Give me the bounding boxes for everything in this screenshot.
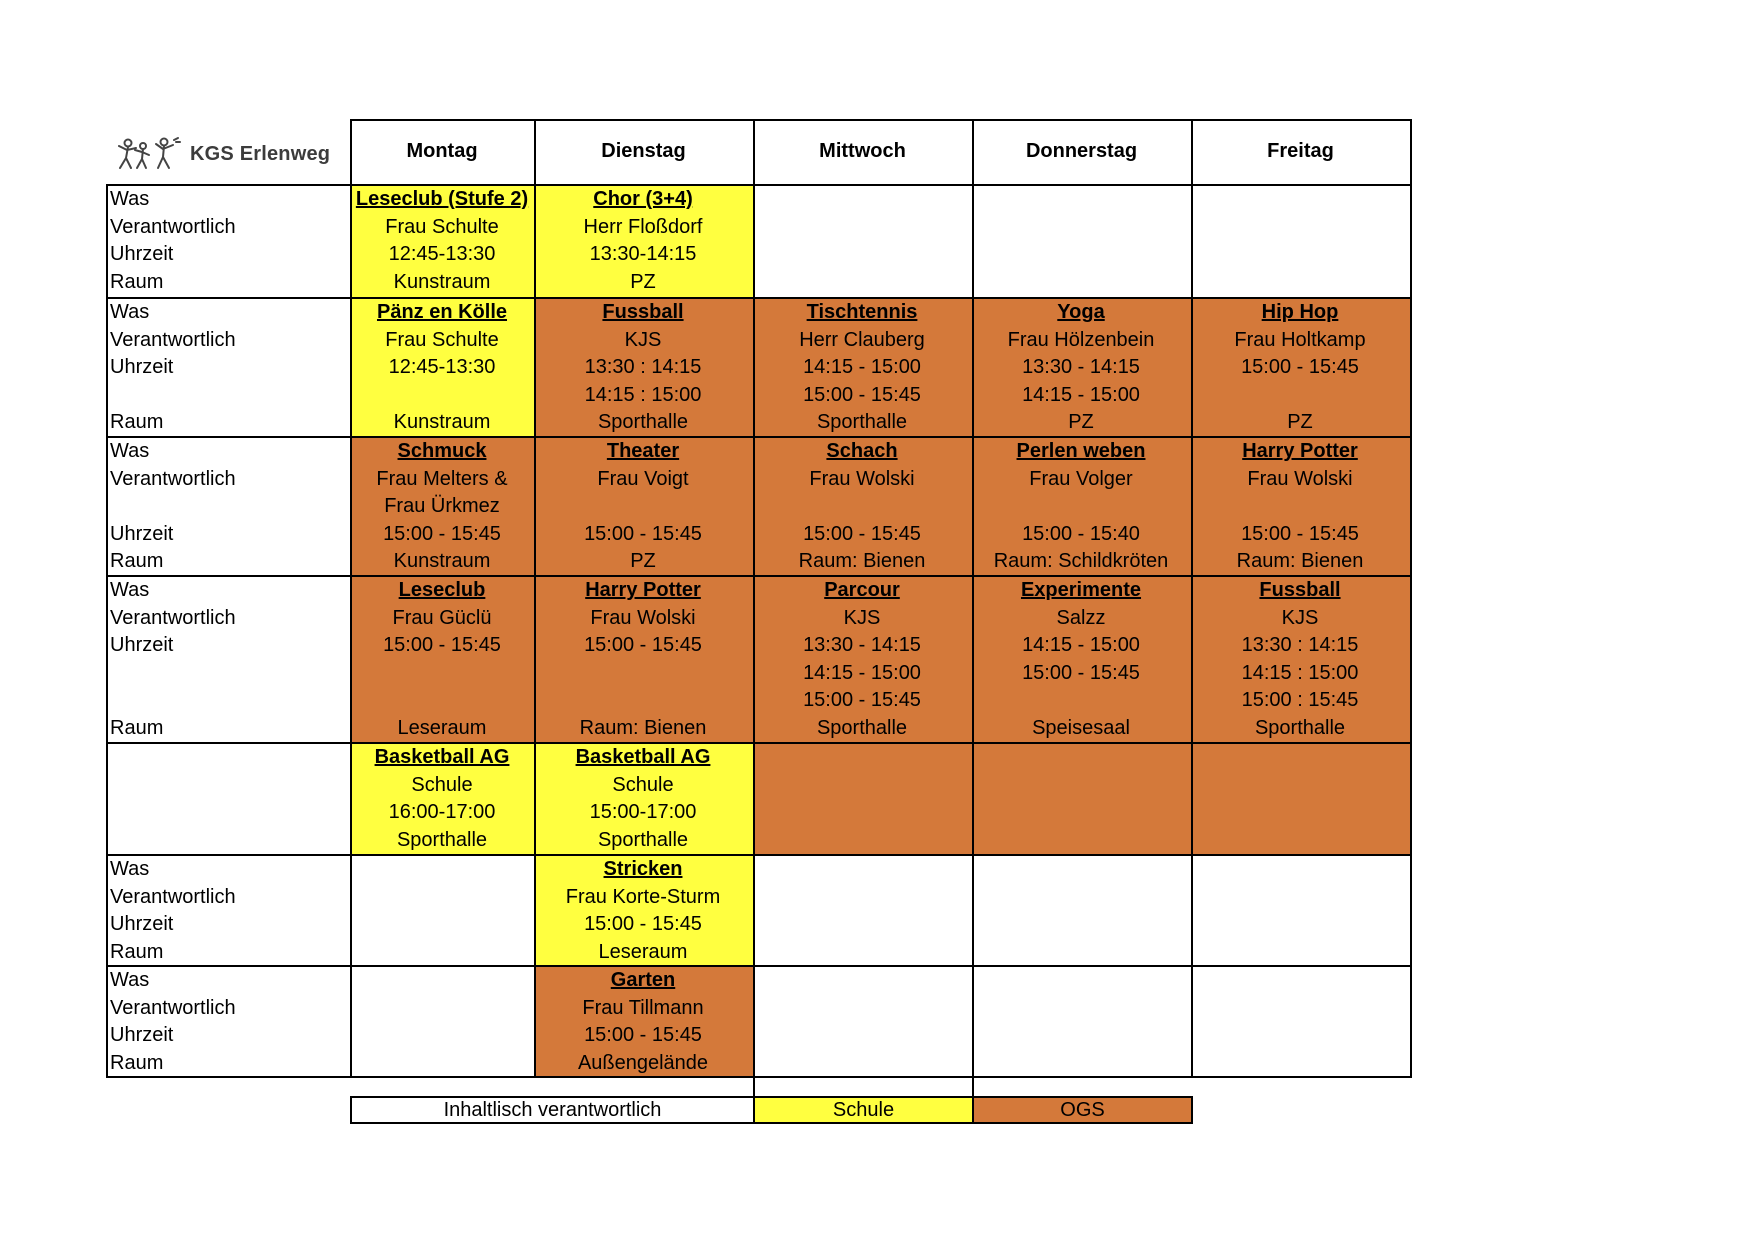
activity-detail: 15:00-17:00 bbox=[589, 801, 697, 824]
grid-line bbox=[1191, 119, 1193, 1078]
activity-detail: Raum: Bienen bbox=[798, 550, 926, 573]
grid-line bbox=[106, 965, 1412, 967]
day-header-2: Mittwoch bbox=[819, 140, 906, 162]
activity-title: Chor (3+4) bbox=[593, 188, 693, 210]
activity-detail: KJS bbox=[624, 328, 662, 351]
activity-detail: Frau Güclü bbox=[392, 606, 492, 629]
row-label: Verantwortlich bbox=[110, 606, 236, 629]
activity-cell bbox=[1191, 742, 1410, 854]
activity-detail: 15:00 - 15:40 bbox=[1022, 522, 1140, 545]
grid-line bbox=[106, 854, 1412, 856]
grid-line bbox=[106, 297, 1412, 299]
activity-detail: 15:00 - 15:45 bbox=[584, 1024, 702, 1047]
activity-detail: Frau Wolski bbox=[590, 606, 696, 629]
activity-title: Stricken bbox=[603, 858, 683, 880]
row-label: Was bbox=[110, 301, 150, 323]
row-label: Raum bbox=[110, 411, 164, 434]
activity-detail: 13:30 : 14:15 bbox=[1241, 634, 1359, 657]
activity-detail: 14:15 - 15:00 bbox=[1022, 383, 1140, 406]
activity-title: Schmuck bbox=[397, 440, 487, 462]
activity-title: Tischtennis bbox=[806, 301, 918, 323]
activity-detail: Kunstraum bbox=[393, 550, 491, 573]
activity-title: Fussball bbox=[602, 301, 684, 323]
row-label: Uhrzeit bbox=[110, 913, 174, 936]
activity-detail: PZ bbox=[1068, 411, 1094, 434]
activity-detail: 15:00 - 15:45 bbox=[584, 634, 702, 657]
school-name: KGS Erlenweg bbox=[190, 142, 331, 165]
row-label: Raum bbox=[110, 1051, 164, 1074]
activity-detail: 13:30 - 14:15 bbox=[803, 634, 921, 657]
activity-detail: Kunstraum bbox=[393, 411, 491, 434]
activity-detail: Frau Hölzenbein bbox=[1007, 328, 1155, 351]
row-label: Uhrzeit bbox=[110, 1024, 174, 1047]
activity-detail: 14:15 - 15:00 bbox=[803, 356, 921, 379]
activity-detail: 14:15 : 15:00 bbox=[1241, 661, 1359, 684]
day-header-0: Montag bbox=[406, 140, 478, 162]
activity-detail: Außengelände bbox=[577, 1051, 709, 1074]
activity-detail: Herr Floßdorf bbox=[583, 215, 703, 238]
activity-title: Yoga bbox=[1057, 301, 1105, 323]
row-label: Verantwortlich bbox=[110, 467, 236, 490]
grid-line bbox=[106, 1076, 1412, 1078]
activity-title: Harry Potter bbox=[585, 579, 701, 601]
activity-detail: 16:00-17:00 bbox=[388, 801, 496, 824]
row-label: Was bbox=[110, 188, 150, 210]
grid-line bbox=[753, 1076, 755, 1098]
activity-detail: 12:45-13:30 bbox=[388, 356, 496, 379]
activity-detail: 15:00 - 15:45 bbox=[1241, 356, 1359, 379]
day-header-1: Dienstag bbox=[601, 140, 686, 162]
activity-title: Parcour bbox=[824, 579, 900, 601]
row-label: Verantwortlich bbox=[110, 996, 236, 1019]
activity-detail: Frau Holtkamp bbox=[1234, 328, 1366, 351]
activity-detail: Sporthalle bbox=[816, 717, 908, 739]
activity-detail: Frau Korte-Sturm bbox=[565, 885, 721, 908]
row-label: Was bbox=[110, 579, 150, 601]
activity-title: Leseclub (Stufe 2) bbox=[355, 188, 529, 210]
activity-title: Perlen weben bbox=[1016, 440, 1146, 462]
activity-detail: 15:00 - 15:45 bbox=[803, 522, 921, 545]
activity-detail: Frau Schulte bbox=[385, 328, 499, 351]
legend-schule: Schule bbox=[753, 1096, 974, 1124]
activity-detail: 12:45-13:30 bbox=[388, 243, 496, 266]
activity-detail: Frau Schulte bbox=[385, 215, 499, 238]
grid-line bbox=[972, 1076, 974, 1098]
grid-line bbox=[350, 119, 352, 1078]
activity-detail: PZ bbox=[630, 550, 656, 573]
activity-detail: Leseraum bbox=[397, 717, 487, 739]
activity-detail: Frau Tillmann bbox=[582, 996, 704, 1019]
activity-detail: 15:00 : 15:45 bbox=[1241, 689, 1359, 712]
activity-detail: Frau Volger bbox=[1029, 467, 1133, 490]
activity-title: Hip Hop bbox=[1261, 301, 1339, 323]
activity-title: Theater bbox=[606, 440, 680, 462]
activity-title: Harry Potter bbox=[1242, 440, 1358, 462]
activity-detail: 15:00 - 15:45 bbox=[584, 913, 702, 936]
activity-title: Experimente bbox=[1020, 579, 1142, 601]
activity-detail: Raum: Bienen bbox=[579, 717, 707, 739]
grid-line bbox=[753, 119, 755, 1078]
grid-line bbox=[106, 575, 1412, 577]
activity-detail: PZ bbox=[1287, 411, 1313, 434]
grid-line bbox=[1410, 119, 1412, 1078]
activity-detail: 15:00 - 15:45 bbox=[803, 383, 921, 406]
activity-detail: Speisesaal bbox=[1032, 717, 1130, 739]
row-label: Verantwortlich bbox=[110, 215, 236, 238]
activity-title: Pänz en Kölle bbox=[376, 301, 508, 323]
activity-detail: Sporthalle bbox=[816, 411, 908, 434]
grid-line bbox=[350, 119, 1412, 121]
activity-detail: Raum: Bienen bbox=[1236, 550, 1364, 573]
legend-ogs: OGS bbox=[972, 1096, 1193, 1124]
activity-detail: KJS bbox=[843, 606, 881, 629]
activity-detail: 14:15 - 15:00 bbox=[1022, 634, 1140, 657]
row-label: Raum bbox=[110, 717, 164, 739]
activity-detail: Kunstraum bbox=[393, 270, 491, 293]
row-label: Verantwortlich bbox=[110, 328, 236, 351]
activity-detail: 15:00 - 15:45 bbox=[383, 634, 501, 657]
row-label: Uhrzeit bbox=[110, 634, 174, 657]
activity-detail: 13:30 - 14:15 bbox=[1022, 356, 1140, 379]
activity-detail: 15:00 - 15:45 bbox=[584, 522, 702, 545]
activity-title: Basketball AG bbox=[374, 746, 510, 768]
activity-detail: Frau Wolski bbox=[809, 467, 915, 490]
row-label: Was bbox=[110, 440, 150, 462]
row-label: Raum bbox=[110, 940, 164, 963]
activity-detail: Raum: Schildkröten bbox=[993, 550, 1169, 573]
row-label: Raum bbox=[110, 270, 164, 293]
legend-label: Inhaltlisch verantwortlich bbox=[350, 1096, 755, 1124]
activity-detail: PZ bbox=[630, 270, 656, 293]
row-label: Was bbox=[110, 969, 150, 991]
activity-detail: 15:00 - 15:45 bbox=[803, 689, 921, 712]
activity-detail: Frau Wolski bbox=[1247, 467, 1353, 490]
activity-title: Basketball AG bbox=[575, 746, 711, 768]
row-label: Uhrzeit bbox=[110, 243, 174, 266]
activity-detail: Sporthalle bbox=[1254, 717, 1346, 739]
row-label: Uhrzeit bbox=[110, 522, 174, 545]
activity-detail: 14:15 : 15:00 bbox=[584, 383, 702, 406]
activity-cell bbox=[753, 742, 972, 854]
activity-detail: 15:00 - 15:45 bbox=[383, 522, 501, 545]
day-header-4: Freitag bbox=[1267, 140, 1334, 162]
grid-line bbox=[106, 184, 108, 1078]
activity-title: Leseclub bbox=[398, 579, 486, 601]
activity-detail: Schule bbox=[612, 773, 674, 796]
grid-line bbox=[106, 436, 1412, 438]
grid-line bbox=[106, 184, 1412, 186]
activity-detail: Frau Melters & bbox=[376, 467, 508, 490]
row-label: Verantwortlich bbox=[110, 885, 236, 908]
grid-line bbox=[534, 119, 536, 1078]
activity-detail: Salzz bbox=[1056, 606, 1106, 629]
grid-line bbox=[972, 119, 974, 1078]
activity-detail: 13:30 : 14:15 bbox=[584, 356, 702, 379]
activity-title: Garten bbox=[610, 969, 676, 991]
activity-detail: 15:00 - 15:45 bbox=[1241, 522, 1359, 545]
row-label: Uhrzeit bbox=[110, 356, 174, 379]
activity-detail: 14:15 - 15:00 bbox=[803, 661, 921, 684]
row-label: Was bbox=[110, 858, 150, 880]
activity-detail: Herr Clauberg bbox=[799, 328, 925, 351]
activity-detail: 15:00 - 15:45 bbox=[1022, 661, 1140, 684]
activity-title: Fussball bbox=[1259, 579, 1341, 601]
grid-line bbox=[106, 742, 1412, 744]
activity-detail: 13:30-14:15 bbox=[589, 243, 697, 266]
activity-detail: Sporthalle bbox=[597, 411, 689, 434]
activity-detail: Sporthalle bbox=[396, 828, 488, 851]
activity-detail: Frau Voigt bbox=[597, 467, 689, 490]
row-label: Raum bbox=[110, 550, 164, 573]
day-header-3: Donnerstag bbox=[1025, 140, 1138, 162]
activity-detail: Leseraum bbox=[598, 940, 688, 963]
activity-detail: Schule bbox=[411, 773, 473, 796]
activity-detail: Frau Ürkmez bbox=[384, 495, 500, 518]
activity-title: Schach bbox=[826, 440, 898, 462]
activity-detail: Sporthalle bbox=[597, 828, 689, 851]
activity-detail: KJS bbox=[1281, 606, 1319, 629]
activity-cell bbox=[972, 742, 1191, 854]
